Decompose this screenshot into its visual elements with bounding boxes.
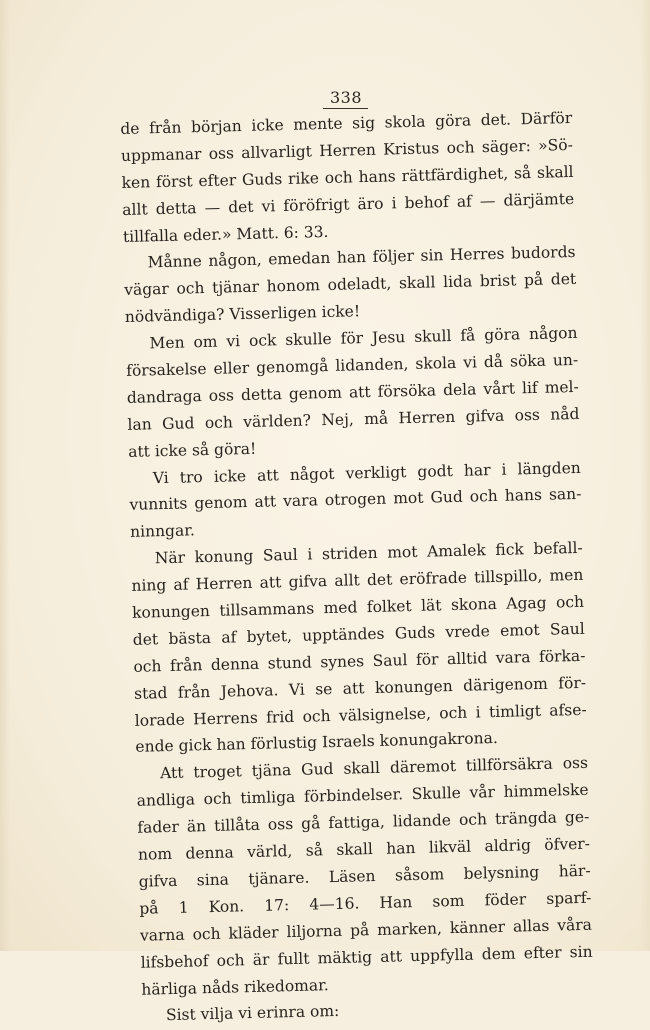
text-line: tillfalla eder.» Matt. 6: 33. — [122, 222, 329, 246]
text-line: att icke så göra! — [127, 439, 257, 461]
text-line: ning af Herren att gifva allt det eröfrade tillspillo, men — [131, 565, 584, 595]
text-line: ende gick han förlustig Israels konungakrona. — [135, 729, 499, 757]
page-edge-left — [0, 0, 10, 951]
text-line: gifva sina tjänare. Läsen såsom belysning här- — [138, 861, 591, 891]
text-line: försakelse eller genomgå lidanden, skola vi då söka un- — [126, 350, 579, 380]
text-line: ninngar. — [129, 521, 196, 542]
text-line: andliga och timliga förbindelser. Skulle vår himmelske — [136, 781, 589, 811]
text-line: dandraga oss detta genom att försöka dela vårt lif mel- — [126, 377, 579, 407]
text-line: lifsbehof och är fullt mäktig att uppfylla dem efter sin — [140, 942, 593, 972]
text-line: fader än tillåta oss gå fattiga, lidande och trängda ge- — [137, 807, 590, 837]
text-line: När konung Saul i striden mot Amalek fick befall- — [154, 539, 583, 568]
text-line: vägar och tjänar honom odeladt, skall lida brist på det — [124, 270, 577, 300]
text-line: Sist vilja vi erinra om: — [165, 1002, 340, 1025]
text-line: nödvändiga? Visserligen icke! — [124, 302, 361, 327]
text-line: nom denna värld, så skall han likväl aldrig öfver- — [137, 834, 591, 864]
text-line: lan Gud och världen? Nej, må Herren gifva oss nåd — [127, 404, 580, 434]
text-line: uppmanar oss allvarligt Herren Kristus och säger: »Sö- — [120, 135, 574, 165]
text-line: på 1 Kon. 17: 4—16. Han som föder sparf- — [139, 888, 592, 918]
text-line: de från början icke mente sig skola göra det. Därför — [120, 108, 573, 138]
text-line: stad från Jehova. Vi se att konungen därigenom för- — [133, 673, 587, 703]
page-number-rule — [323, 108, 368, 109]
page-number: 338 — [330, 88, 363, 107]
text-line: Vi tro icke att något verkligt godt har i längden — [152, 458, 581, 487]
page-edge-right — [640, 0, 650, 951]
text-line: härliga nåds rikedomar. — [141, 975, 329, 999]
text-line: konungen tillsammans med folket lät skona Agag och — [131, 592, 585, 622]
text-line: varna och kläder liljorna på marken, känner allas våra — [139, 915, 593, 945]
text-line: Att troget tjäna Gud skall däremot tillförsäkra oss — [159, 754, 589, 783]
text-line: vunnits genom att vara otrogen mot Gud och hans san- — [129, 485, 582, 515]
text-line: Men om vi ock skulle för Jesu skull få göra någon — [149, 324, 578, 353]
text-line: Månne någon, emedan han följer sin Herres budords — [147, 243, 576, 272]
text-line: och från denna stund synes Saul för alltid vara förka- — [133, 646, 586, 676]
text-line: ken först efter Guds rike och hans rättfärdighet, så skall — [121, 162, 574, 192]
text-line: lorade Herrens frid och välsignelse, och i timligt afse- — [134, 700, 587, 730]
body-text — [120, 105, 594, 1030]
text-line: allt detta — det vi föröfrigt äro i behof af — därjämte — [122, 189, 575, 219]
text-line: det bästa af bytet, upptändes Guds vrede emot Saul — [132, 619, 585, 649]
